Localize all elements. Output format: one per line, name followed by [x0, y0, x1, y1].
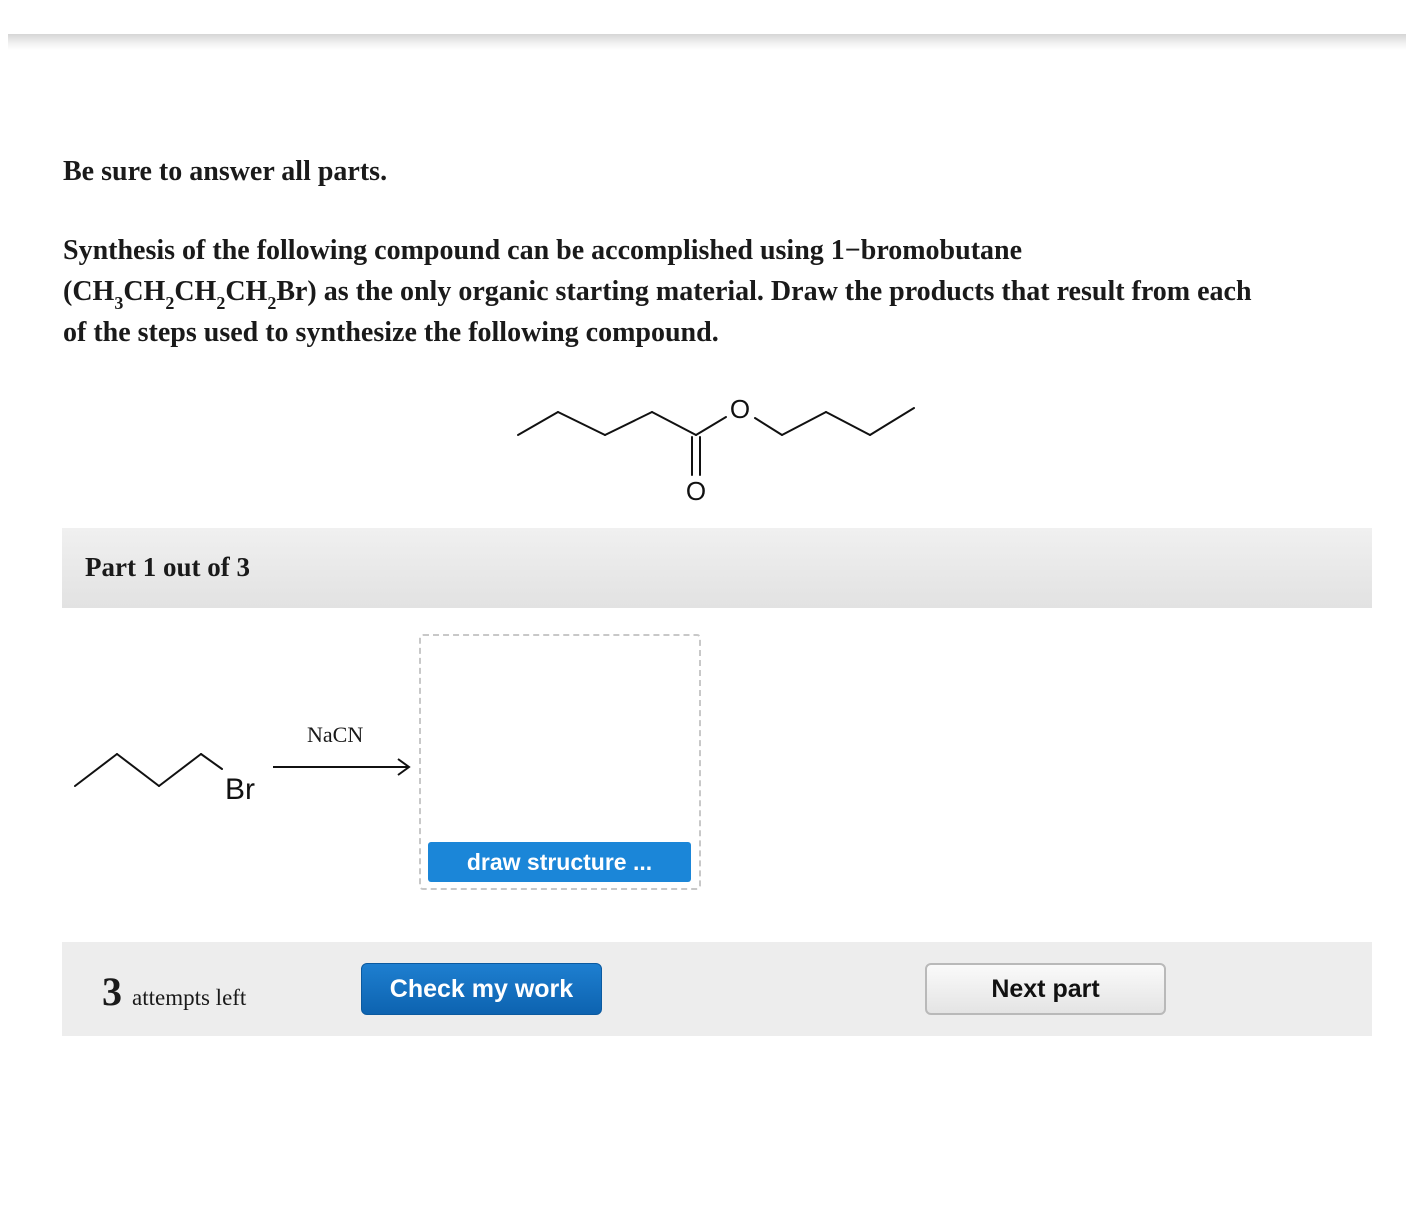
draw-structure-button[interactable]: draw structure ... — [428, 842, 691, 882]
bond — [75, 754, 117, 786]
bond — [518, 412, 558, 435]
carbonyl-oxygen-label: O — [685, 476, 707, 506]
question-line-2: as the only organic starting material. Draw the products that result from each — [316, 276, 1252, 307]
reagent-label: NaCN — [307, 722, 364, 747]
bond — [558, 412, 605, 435]
attempts-label: attempts left — [132, 985, 247, 1010]
check-my-work-button[interactable]: Check my work — [361, 963, 602, 1015]
reactant-structure — [70, 745, 270, 815]
reaction-arrow — [270, 755, 415, 779]
bond — [782, 412, 826, 435]
top-divider-bar — [8, 34, 1406, 50]
bond — [696, 417, 726, 435]
bond — [652, 412, 696, 435]
attempts-indicator — [102, 968, 246, 1015]
part-header — [62, 528, 1372, 608]
bond — [201, 754, 222, 769]
question-line-3: of the steps used to synthesize the following compound. — [63, 317, 719, 348]
attempts-count: 3 — [102, 969, 122, 1014]
question-formula: $(CH_3CH_2CH_2CH_2Br)$ — [63, 276, 317, 313]
footer-bar — [62, 942, 1372, 1036]
question-line-1: Synthesis of the following compound can be accomplished using 1−bromobutane — [63, 235, 1023, 266]
ester-oxygen-label: O — [729, 394, 751, 424]
bond — [117, 754, 159, 786]
target-molecule-structure — [500, 385, 930, 510]
instruction-text: Be sure to answer all parts. — [63, 156, 388, 187]
bond — [826, 412, 870, 435]
part-title: Part 1 out of 3 — [85, 552, 250, 582]
bond — [605, 412, 652, 435]
bond — [159, 754, 201, 786]
bond — [755, 418, 782, 435]
next-part-button[interactable]: Next part — [925, 963, 1166, 1015]
bond — [870, 408, 914, 435]
bromine-label: Br — [225, 773, 255, 806]
question-text — [63, 230, 1363, 353]
